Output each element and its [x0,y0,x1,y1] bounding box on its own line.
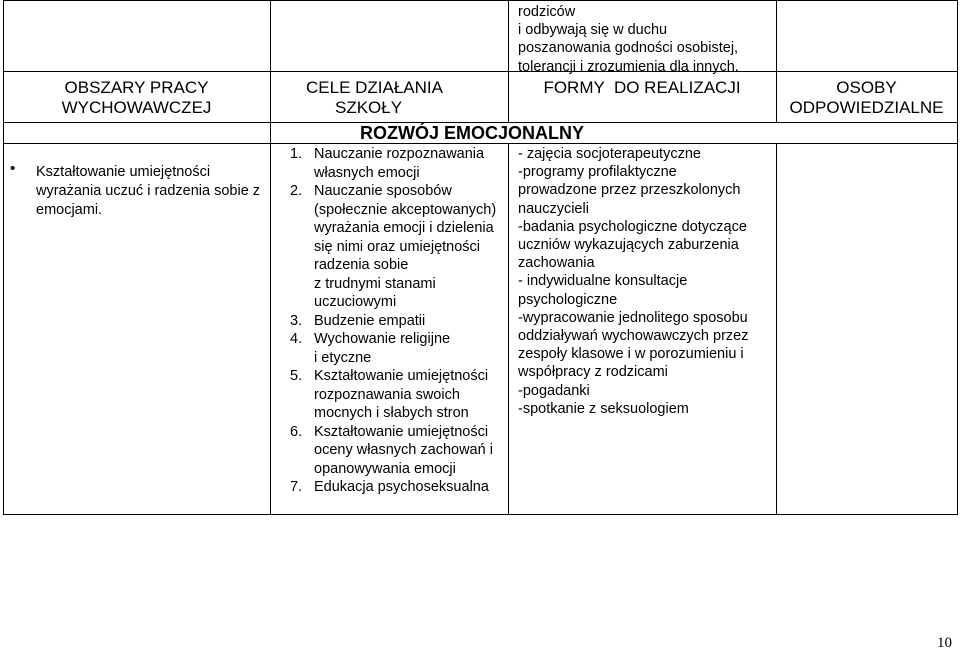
goal-line: Edukacja psychoseksualna [314,479,489,495]
goal-number: 2. [290,183,303,199]
header-goals-line: CELE DZIAŁANIA [306,78,443,97]
grid-line [270,0,271,515]
grid-line [3,71,958,72]
area-text [36,163,210,182]
area-bullet: • [10,160,16,177]
form-line: uczniów wykazujących zaburzenia [518,237,739,254]
top-fragment [518,3,739,76]
form-line: -spotkanie z seksuologiem [518,400,689,417]
goal-line: Kształtowanie umiejętności [314,368,489,384]
goal-number: 5. [290,368,303,384]
goal-item [290,423,496,479]
goal-line: z trudnymi stanami [314,275,436,292]
goal-line: opanowywania emocji [314,460,456,477]
grid-line [3,514,958,515]
goal-line: (społecznie akceptowanych) [314,201,497,218]
header-forms [508,78,776,98]
goal-item [290,478,496,497]
area-line: emocjami. [36,201,103,218]
form-line: psychologiczne [518,291,618,308]
header-goals [290,78,470,118]
area-text-cont [36,182,260,219]
grid-line [957,0,958,515]
forms-list [518,145,749,418]
form-line: zachowania [518,255,595,272]
goal-line: Kształtowanie umiejętności [314,423,489,440]
form-line: -wypracowanie jednolitego sposobu [518,309,748,326]
grid-line [3,0,958,1]
goal-item [290,182,496,312]
goal-line: i etyczne [314,349,372,366]
grid-line [508,0,509,123]
grid-line [776,143,777,515]
section-title: ROZWÓJ EMOCJONALNY [360,123,585,143]
form-line: -pogadanki [518,382,590,399]
top-fragment-line: rodziców [518,4,576,20]
page-number: 10 [937,635,952,651]
form-line: współpracy z rodzicami [518,364,668,381]
form-line: nauczycieli [518,200,589,217]
goal-item [290,367,496,423]
area-line: wyrażania uczuć i radzenia sobie z [36,183,261,199]
form-line: -badania psychologiczne dotyczące [518,218,747,235]
goals-list [290,145,496,497]
goal-line: radzenia sobie [314,257,409,273]
goal-line: Nauczanie rozpoznawania [314,146,485,162]
grid-line [3,143,958,144]
top-fragment-line: poszanowania godności osobistej, [518,40,739,57]
goal-number: 3. [290,312,303,329]
goal-item [290,312,496,331]
form-line: prowadzone przez przeszkolonych [518,182,741,199]
form-line: zespoły klasowe i w porozumieniu i [518,346,744,363]
goal-number: 4. [290,331,303,347]
goal-number: 6. [290,423,303,440]
header-areas-line: WYCHOWAWCZEJ [61,98,212,117]
header-responsible [776,78,957,118]
header-responsible-line: OSOBY [836,78,897,97]
goal-line: oceny własnych zachowań i [314,442,493,458]
goal-line: własnych emocji [314,164,420,181]
top-fragment-line: i odbywają się w duchu [518,22,668,39]
form-line: oddziaływań wychowawczych przez [518,328,749,345]
goal-number: 7. [290,479,303,495]
form-line: - zajęcia socjoterapeutyczne [518,146,701,162]
form-line: - indywidualne konsultacje [518,273,688,290]
goal-item [290,330,496,367]
form-line: -programy profilaktyczne [518,164,677,181]
goal-line: mocnych i słabych stron [314,405,469,421]
header-responsible-line: ODPOWIEDZIALNE [789,98,944,117]
goal-line: Nauczanie sposobów [314,183,452,199]
header-goals-line: SZKOŁY [335,98,403,117]
goal-line: rozpoznawania swoich [314,386,460,403]
goal-line: się nimi oraz umiejętności [314,238,481,255]
area-line: Kształtowanie umiejętności [36,164,211,180]
goal-number: 1. [290,146,303,162]
grid-line [508,143,509,515]
top-fragment-line: tolerancji i zrozumienia dla innych. [518,58,739,75]
header-areas-line: OBSZARY PRACY [64,78,209,97]
goal-line: wyrażania emocji i dzielenia [314,220,494,236]
header-areas [3,78,270,118]
goal-line: uczuciowymi [314,294,397,310]
goal-line: Wychowanie religijne [314,331,451,347]
goal-line: Budzenie empatii [314,312,426,329]
header-forms-line: FORMY DO REALIZACJI [543,78,741,97]
goal-item [290,145,496,182]
